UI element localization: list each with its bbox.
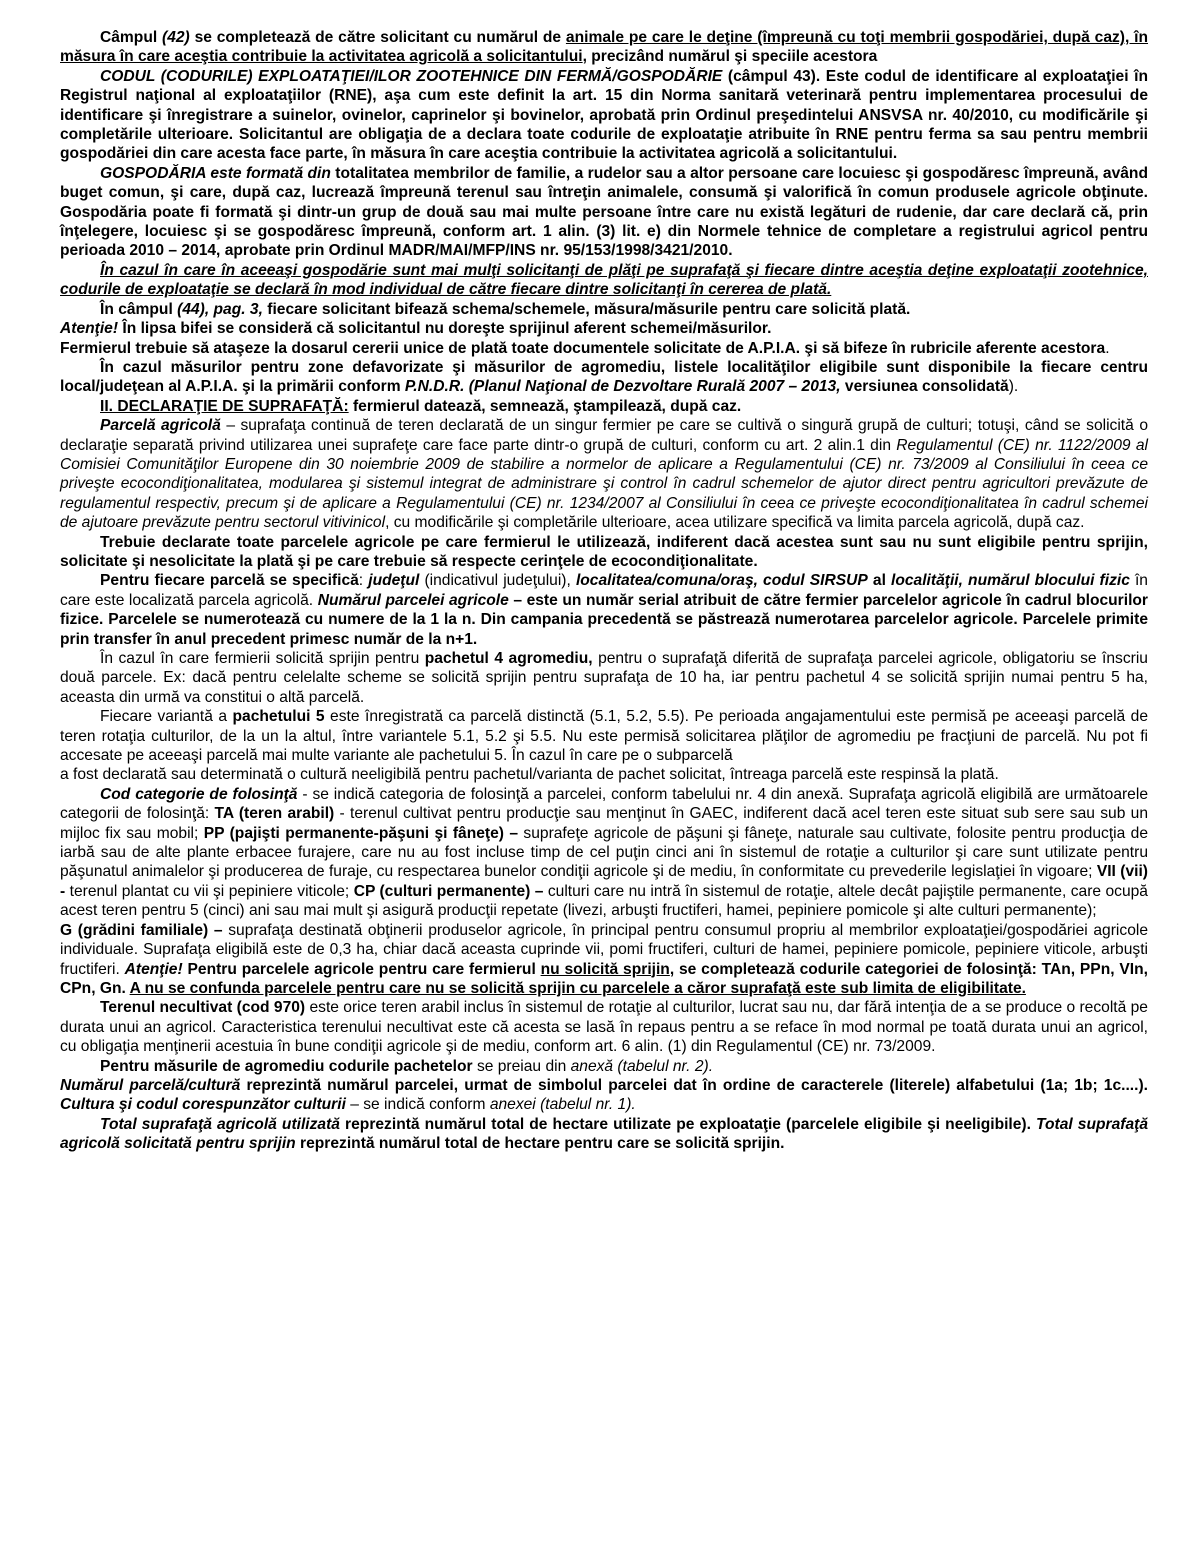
text-run: pentru o suprafaţă diferită de suprafaţa parcelei agricole, obligatoriu se înscriu două parcele. Ex: dacă pentru celelalte scheme se solicită sprijin pentru suprafaţa de 10 ha, iar pentru pachetul 4 se solicită sprijin numai pentru 5 ha, aceasta din urmă va constitui o altă parcelă.: [60, 650, 1148, 706]
text-run: În câmpul: [100, 300, 178, 318]
text-run: (44), pag. 3,: [177, 300, 263, 318]
text-run: Cultura şi codul corespunzător culturii: [60, 1096, 346, 1114]
text-run: Total suprafaţă agricolă utilizată: [100, 1115, 340, 1133]
text-run: pachetului 5: [232, 708, 325, 726]
text-run: reprezintă numărul parcelei, urmat de simbolul parcelei dat în ordine de caracterele (literele) alfabetului (1a; 1b; 1c....).: [240, 1076, 1148, 1094]
text-run: , precizând numărul şi speciile acestora: [582, 48, 878, 66]
text-run: CP (culturi permanente) –: [353, 882, 544, 900]
paragraph: [60, 649, 1148, 707]
text-run: (42): [162, 29, 190, 46]
text-run: Fiecare variantă a: [100, 708, 233, 726]
text-run: – se indică conform: [345, 1096, 490, 1114]
text-run: Pentru fiecare parcelă se specifică: [100, 572, 359, 590]
text-run: a fost declarată sau determinată o cultură neeligibilă pentru pachetul/varianta de pachet solicitat, întreaga parcelă este respinsă la plată.: [60, 766, 999, 784]
document-body: [60, 28, 1148, 1154]
text-run: reprezintă numărul total de hectare pentru care se solicită sprijin.: [295, 1135, 785, 1153]
text-run: Atenţie!: [124, 960, 183, 978]
text-run: Fermierul trebuie să ataşeze la dosarul cererii unice de plată toate documentele solicitate de A.P.I.A. şi să bifeze în rubricile aferente acestora: [60, 339, 1106, 357]
text-run: reprezintă numărul total de hectare utilizate pe exploataţie (parcelele eligibile şi neeligibile).: [339, 1115, 1037, 1133]
text-run: Terenul necultivat (cod 970): [100, 999, 306, 1017]
text-run: În lipsa bifei se consideră că solicitantul nu doreşte sprijinul aferent schemei/măsurilor.: [118, 320, 772, 338]
text-run: Pentru măsurile de agromediu codurile pachetelor: [100, 1057, 473, 1075]
paragraph: [60, 765, 1148, 784]
text-run: în care este localizată parcela agricolă.: [60, 572, 1148, 609]
text-run: P.N.D.R. (Planul Naţional de Dezvoltare Rurală 2007 – 2013,: [404, 378, 841, 396]
paragraph: [60, 319, 1148, 338]
text-run: .: [1105, 339, 1110, 357]
text-run: judeţul: [368, 572, 420, 590]
text-run: Parcelă agricolă: [100, 417, 221, 435]
text-run: Atenţie!: [60, 320, 119, 338]
paragraph: [60, 1115, 1148, 1154]
text-run: (câmpul 43). Este codul de identificare al exploataţiei în Registrul naţional al exploataţiilor (RNE), aşa cum este definit la art. 15 din Norma sanitară veterinară pentru implementarea procesului de identificare şi înregistrare a suinelor, ovinelor, caprinelor şi bovinelor, aprobată prin Ordinul preşedintelui ANSVSA nr. 40/2010, cu modificările şi completările ulterioare. Solicitantul are obligaţia de a declara toate codurile de exploataţie atribuite în RNE pentru ferma sa sau pentru membrii gospodăriei din care acesta face parte, în măsura în care aceştia contribuie la activitatea agricolă a solicitantului.: [60, 67, 1148, 163]
text-run: VII (vii) -: [60, 863, 1148, 900]
text-run: GOSPODĂRIA este formată din: [100, 164, 331, 182]
text-run: Numărul parcelei agricole: [317, 591, 509, 609]
text-run: CODUL (CODURILE) EXPLOATAŢIEI/ILOR ZOOTEHNICE DIN FERMĂ/GOSPODĂRIE: [100, 67, 723, 85]
paragraph: [60, 358, 1148, 397]
text-run: se completează de către solicitant cu numărul de: [189, 29, 566, 46]
text-run: În cazul în care fermierii solicită sprijin pentru: [100, 650, 425, 667]
text-run: Pentru parcelele agricole pentru care fermierul: [182, 960, 541, 978]
text-run: Regulamentul (CE) nr. 1122/2009 al Comisiei Comunităţilor Europene din 30 noiembrie 2009 de stabilire a normelor de aplicare a Regulamentului (CE) nr. 73/2009 al Consiliului în ceea ce priveşte ecocondiţionalitatea, modularea şi sistemul integrat de administrare şi control în cadrul schemelor de ajutor direct pentru agricultori prevăzute de regulamentul respectiv, precum şi de aplicare a Regulamentului (CE) nr. 1234/2007 al Consiliului în ceea ce priveşte ecocondiţionalitatea în cadrul schemei de ajutoare prevăzute pentru sectorul vitivinicol: [60, 436, 1148, 532]
text-run: este înregistrată ca parcelă distinctă (5.1, 5.2, 5.5). Pe perioada angajamentului este permisă pe aceeaşi parcelă de teren rotaţia culturilor, de la un la altul, între variantele 5.1, 5.2 şi 5.5. Nu este permisă solicitarea plăţilor de agromediu pe fracţiuni de parcelă. Nu pot fi accesate pe aceeaşi parcelă mai multe variante ale pachetului 5. În cazul în care pe o subparcelă: [60, 708, 1149, 765]
text-run: – este un număr serial atribuit de către fermier parcelelor agricole în cadrul blocurilor fizice. Parcelele se numerotează cu numere de la 1 la n. Din campania precedentă se păstrează numerotarea parcelelor agricole. Parcelele primite prin transfer în anul precedent primesc număr de la n+1.: [60, 591, 1148, 648]
paragraph: [60, 397, 1148, 416]
paragraph: [60, 1076, 1148, 1115]
text-run: ).: [1008, 378, 1019, 396]
paragraph: [60, 28, 1148, 67]
text-run: Total suprafaţă agricolă solicitată pentru sprijin: [60, 1115, 1148, 1153]
paragraph: [60, 533, 1148, 572]
text-run: În cazul în care în aceeaşi gospodărie sunt mai mulţi solicitanţi de plăţi pe suprafaţă şi fiecare dintre aceştia deţine exploataţii zootehnice, codurile de exploataţie se declară în mod individual de către fiecare dintre solicitanţi în cererea de plată.: [60, 261, 1148, 299]
text-run: totalitatea membrilor de familie, a rudelor sau a altor persoane care locuiesc şi gospodăresc împreună, având buget comun, şi care, după caz, lucrează împreună terenul sau întreţin animalele, consumă şi valorifică în comun produsele agricole obţinute. Gospodăria poate fi formată şi dintr-un grup de două sau mai multe persoane între care nu există legături de rudenie, dar care declară că, prin înţelegere, locuiesc şi se gospodăresc împreună, conform art. 1 alin. (3) lit. e) din Normele tehnice de completare a registrului agricol pentru perioada 2010 – 2014, aprobate prin Ordinul MADR/MAI/MFP/INS nr. 95/153/1998/3421/2010.: [60, 164, 1148, 260]
paragraph: [60, 785, 1148, 921]
text-run: În cazul măsurilor pentru zone defavorizate şi măsurilor de agromediu, listele localităţilor eligibile sunt disponibile la fiecare centru local/judeţean al A.P.I.A. şi la primării conform: [60, 358, 1148, 396]
text-run: - terenul cultivat pentru producţie sau menţinut în GAEC, indiferent dacă acel teren este situat sub sere sau sub un mijloc fix sau mobil;: [60, 805, 1148, 842]
paragraph: [60, 164, 1148, 261]
text-run: este orice teren arabil inclus în sistemul de rotaţie al culturilor, lucrat sau nu, dar fără intenţia de a se produce o recoltă pe durata unui an agricol. Caracteristica terenului necultivat este că acesta se lasă în repaus pentru a se reface în mod normal pe toată durata unui an agricol, cu obligaţia menţinerii acestuia în bune condiţii agricole şi de mediu, conform art. 6 alin. (1) din Regulamentul (CE) nr. 73/2009.: [60, 999, 1148, 1056]
text-run: localităţii, numărul blocului fizic: [891, 572, 1130, 590]
text-run: anexă (tabelul nr. 2).: [570, 1057, 714, 1075]
paragraph: [60, 261, 1148, 300]
text-run: fiecare solicitant bifează schema/schemele, măsura/măsurile pentru care solicită plată.: [262, 300, 911, 318]
text-run: versiunea consolidată: [840, 378, 1009, 396]
text-run: se preiau din: [472, 1057, 571, 1075]
text-run: Trebuie declarate toate parcelele agricole pe care fermierul le utilizează, indiferent dacă acestea sunt sau nu sunt eligibile pentru sprijin, solicitate şi nesolicitate la plată şi pe care trebuie să respecte cerinţele de ecocondiţionalitate.: [60, 533, 1148, 570]
text-run: TA (teren arabil): [214, 805, 335, 823]
text-run: Numărul parcelă/cultură: [60, 1076, 241, 1094]
paragraph: [60, 416, 1148, 532]
paragraph: [60, 921, 1148, 999]
paragraph: [60, 571, 1148, 649]
text-run: pachetul 4 agromediu,: [424, 650, 593, 667]
text-run: (indicativul judeţului),: [419, 572, 576, 590]
text-run: animale pe care le deţine (împreună cu toţi membrii gospodăriei, după caz), în măsura în care aceştia contribuie la activitatea agricolă a solicitantului: [60, 29, 1149, 66]
text-run: fermierul datează, semnează, ştampilează, după caz.: [348, 397, 742, 415]
text-run: culturi care nu intră în sistemul de rotaţie, altele decât pajiştile permanente, care ocupă acest teren pentru 5 (cinci) ani sau mai mult şi asigură producţii repetate (livezi, arbuşti fructiferi, hamei, pepiniere pomicole şi alte culturi permanente);: [60, 882, 1148, 920]
paragraph: [60, 300, 1148, 319]
paragraph: [60, 67, 1148, 164]
text-run: suprafaţa destinată obţinerii produselor agricole, în principal pentru consumul propriu al membrilor exploataţiei/gospodăriei agricole individuale. Suprafaţa eligibilă este de 0,3 ha, chiar dacă aceasta cuprinde vii, pomi fructiferi, culturi de hamei, pepiniere pomicole, pepiniere viticole, arbuşti fructiferi.: [60, 921, 1148, 978]
paragraph: [60, 998, 1148, 1056]
text-run: :: [358, 572, 369, 590]
text-run: anexei (tabelul nr. 1).: [489, 1096, 636, 1114]
text-run: II. DECLARAŢIE DE SUPRAFAŢĂ:: [100, 397, 349, 415]
paragraph: [60, 707, 1148, 765]
text-run: , cu modificările şi completările ulterioare, acea utilizare specifică va limita parcela agricolă, după caz.: [385, 514, 1085, 532]
text-run: , se completează codurile categoriei de folosinţă: TAn, PPn, VIn, CPn, Gn.: [60, 960, 1148, 997]
text-run: - se indică categoria de folosinţă a parcelei, conform tabelului nr. 4 din anexă. Suprafaţa agricolă eligibilă are următoarele categorii de folosinţă:: [60, 785, 1148, 823]
text-run: nu solicită sprijin: [540, 960, 670, 978]
text-run: A nu se confunda parcelele pentru care nu se solicită sprijin cu parcelele a căror suprafaţă este sub limita de eligibilitate.: [129, 979, 1026, 997]
paragraph: [60, 339, 1148, 358]
paragraph: [60, 1057, 1148, 1076]
text-run: PP (pajişti permanente-păşuni şi fâneţe) –: [203, 824, 519, 842]
text-run: Câmpul: [100, 29, 163, 46]
text-run: localitatea/comuna/oraş, codul SIRSUP: [575, 572, 868, 590]
text-run: suprafeţe agricole de păşuni şi fâneţe, naturale sau cultivate, folosite pentru producţia de iarbă sau de alte plante erbacee furajere, care nu au fost incluse timp de cel puţin cinci ani în sistemul de rotaţie a culturilor şi care sunt utilizate pentru păşunatul animalelor şi producerea de furaje, cu respectarea bunelor condiţii agricole şi de mediu, în conformitate cu prevederile legislaţiei în vigoare;: [60, 824, 1149, 881]
text-run: terenul plantat cu vii şi pepiniere viticole;: [65, 882, 354, 900]
text-run: – suprafaţa continuă de teren declarată de un singur fermier pe care se cultivă o singură grupă de culturi; totuşi, când se solicită o declaraţie separată privind utilizarea unei suprafeţe care face parte dintr-o grupă de culturi, conform cu art. 2 alin.1 din: [60, 417, 1148, 454]
text-run: Cod categorie de folosinţă: [100, 785, 298, 803]
text-run: al: [867, 572, 892, 590]
text-run: G (grădini familiale) –: [60, 921, 223, 939]
